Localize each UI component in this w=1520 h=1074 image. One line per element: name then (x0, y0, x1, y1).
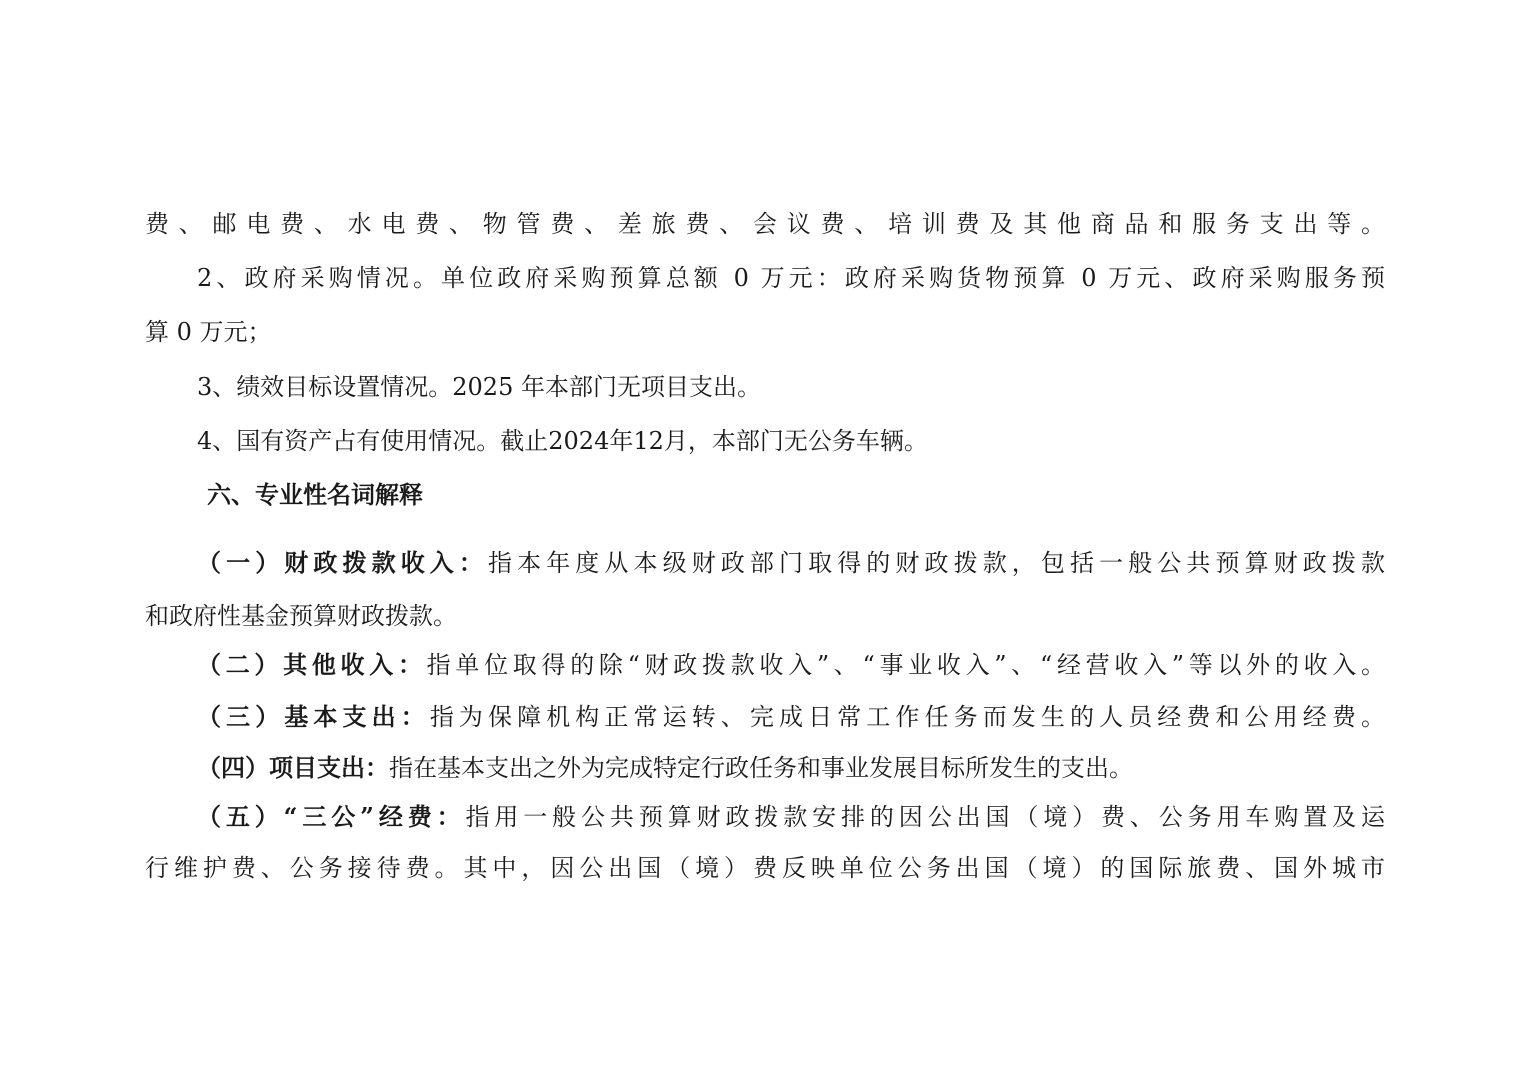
paragraph-line: 费、邮电费、水电费、物管费、差旅费、会议费、培训费及其他商品和服务支出等。 (145, 210, 1385, 238)
definition-three-public-expenses-cont: 行维护费、公务接待费。其中，因公出国（境）费反映单位公务出国（境）的国际旅费、国外城市 (145, 854, 1385, 882)
paragraph-state-assets: 4、国有资产占有使用情况。截止2024年12月，本部门无公务车辆。 (197, 427, 928, 455)
definition-term: （一）财政拨款收入： (197, 548, 488, 577)
definition-fiscal-appropriation (197, 543, 1385, 583)
paragraph-procurement: 2、政府采购情况。单位政府采购预算总额 0 万元：政府采购货物预算 0 万元、政府采购服务预 (197, 264, 1385, 292)
definition-fiscal-appropriation-cont: 和政府性基金预算财政拨款。 (145, 602, 457, 630)
definition-basic-expenditure (197, 697, 1385, 737)
definition-text: 指本年度从本级财政部门取得的财政拨款，包括一般公共预算财政拨款 (488, 549, 1385, 577)
paragraph-procurement-cont: 算 0 万元； (145, 318, 272, 346)
definition-text: 指为保障机构正常运转、完成日常工作任务而发生的人员经费和公用经费。 (429, 703, 1385, 731)
definition-term: （五）“三公”经费： (197, 802, 466, 831)
definition-term: （三）基本支出： (197, 702, 430, 731)
definition-text: 指单位取得的除“财政拨款收入”、“事业收入”、“经营收入”等以外的收入。 (426, 651, 1385, 679)
definition-term: （四）项目支出： (197, 753, 389, 782)
definition-term: （二）其他收入： (197, 650, 427, 679)
definition-three-public-expenses (197, 797, 1385, 837)
section-heading: 六、专业性名词解释 (207, 481, 423, 509)
definition-text: 指在基本支出之外为完成特定行政任务和事业发展目标所发生的支出。 (389, 754, 1133, 782)
definition-project-expenditure (197, 748, 1385, 788)
definition-text: 指用一般公共预算财政拨款安排的因公出国（境）费、公务用车购置及运 (465, 803, 1385, 831)
paragraph-performance-goals: 3、绩效目标设置情况。2025 年本部门无项目支出。 (197, 373, 761, 401)
definition-other-income (197, 645, 1385, 685)
